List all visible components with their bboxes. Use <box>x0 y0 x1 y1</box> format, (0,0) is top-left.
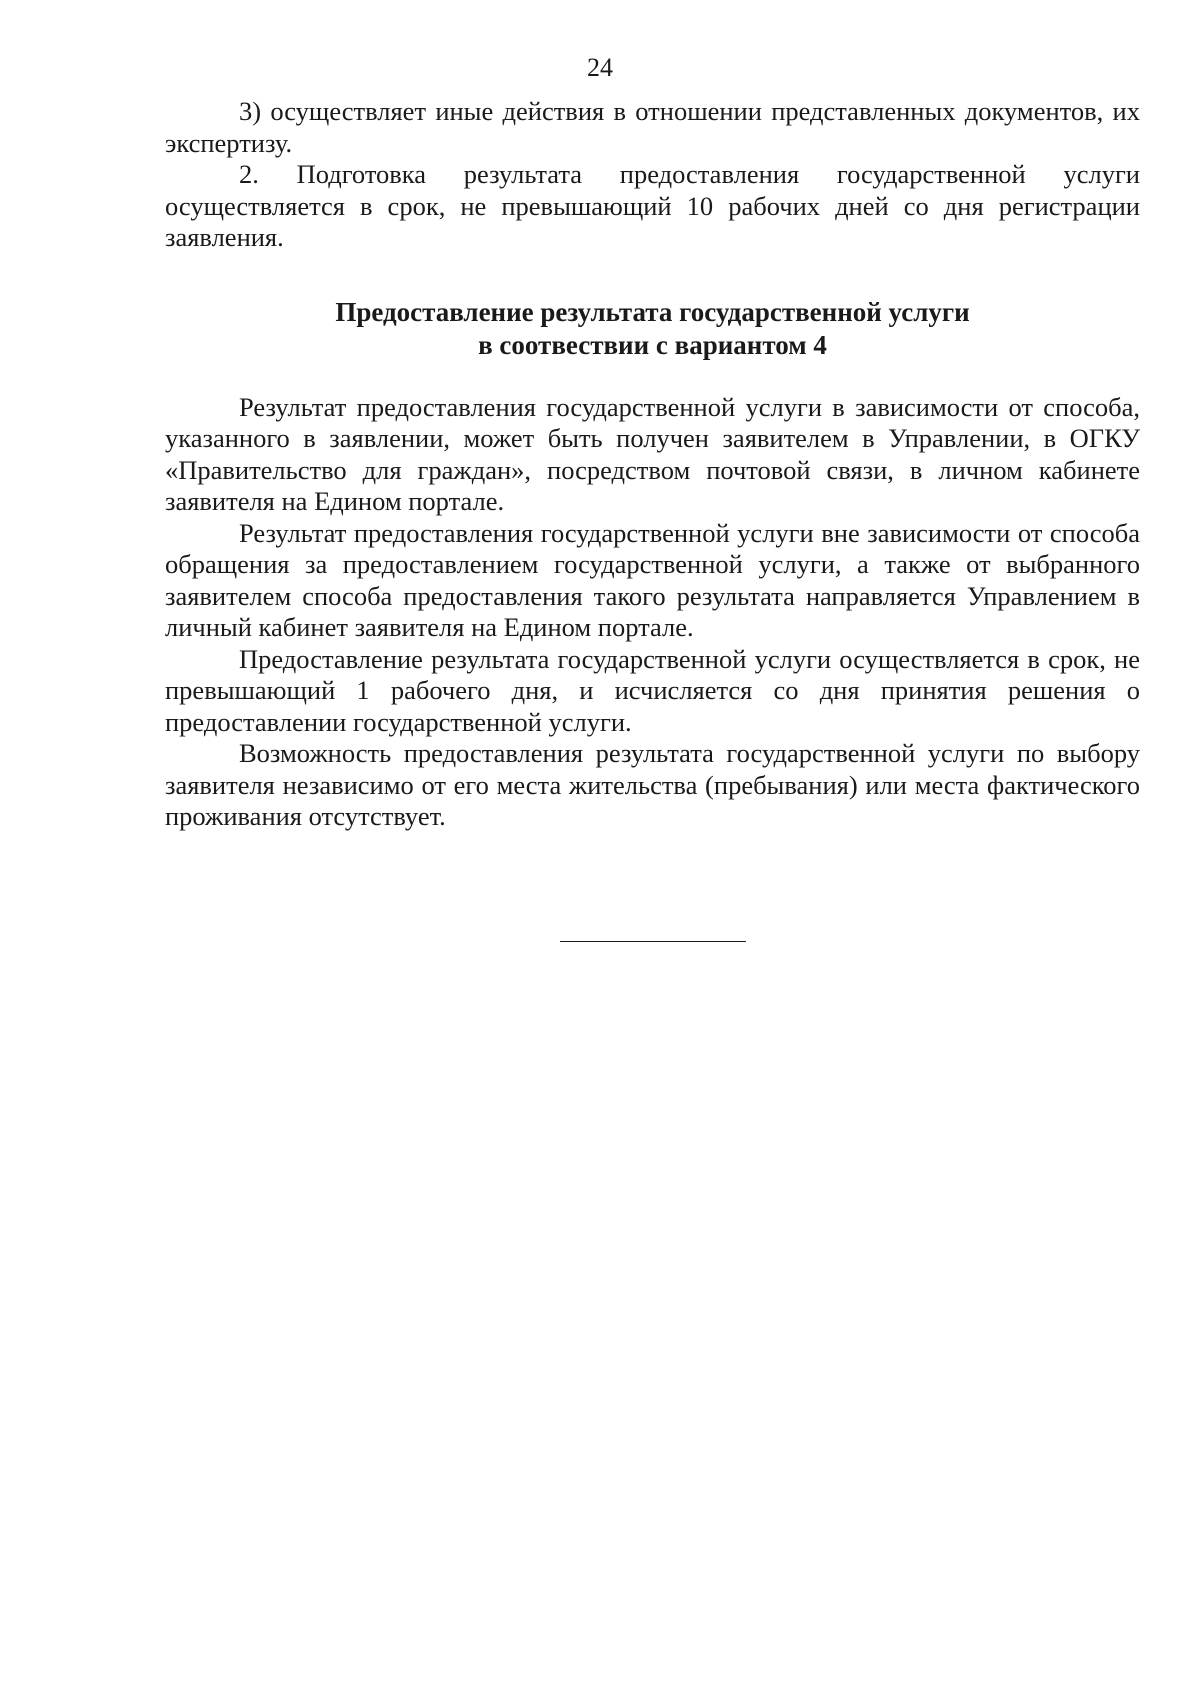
section-heading-line-1: Предоставление результата государственной услуги <box>335 296 970 327</box>
document-body <box>165 96 1140 833</box>
section-heading <box>165 296 1140 362</box>
section-heading-line-2: в соотвествии с вариантом 4 <box>478 329 827 360</box>
paragraph-extraterritorial: Возможность предоставления результата государственной услуги по выбору заявителя независимо от его места жительства (пребывания) или места фактического проживания отсутствует. <box>165 738 1140 831</box>
paragraph-item-2: 2. Подготовка результата предоставления государственной услуги осуществляется в срок, не превышающий 10 рабочих дней со дня регистрации заявления. <box>165 159 1140 252</box>
paragraph-item-3: 3) осуществляет иные действия в отношении представленных документов, их экспертизу. <box>165 96 1140 158</box>
page-number: 24 <box>587 53 613 82</box>
paragraph-result-deadline: Предоставление результата государственной услуги осуществляется в срок, не превышающий 1 рабочего дня, и исчисляется со дня принятия решения о предоставлении государственной услуги. <box>165 643 1140 737</box>
end-separator-line <box>560 941 746 942</box>
paragraph-result-methods: Результат предоставления государственной услуги в зависимости от способа, указанного в заявлении, может быть получен заявителем в Управлении, в ОГКУ «Правительство для граждан», посредством почтовой связи, в личном кабинете заявителя на Едином портале. <box>165 391 1140 516</box>
paragraph-result-portal: Результат предоставления государственной услуги вне зависимости от способа обращения за предоставлением государственной услуги, а также от выбранного заявителем способа предоставления такого результата направляется Управлением в личный кабинет заявителя на Едином портале. <box>165 517 1140 642</box>
